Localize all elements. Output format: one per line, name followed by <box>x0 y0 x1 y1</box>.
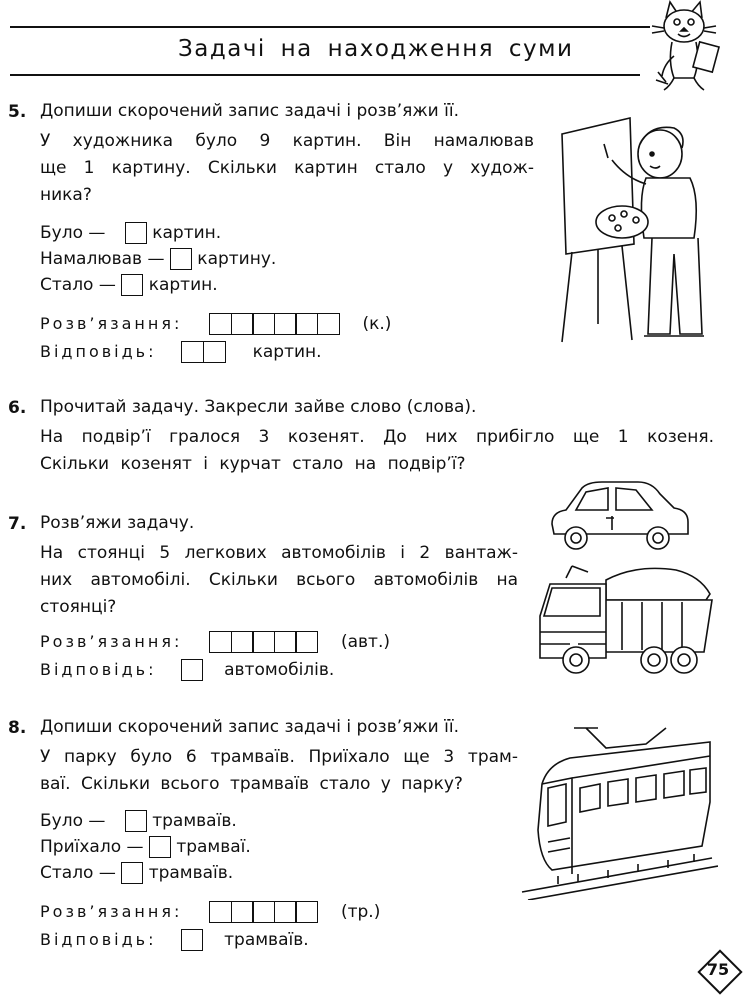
tram-illustration <box>518 724 718 900</box>
task-5-note-1 <box>40 220 221 247</box>
solution-cells[interactable] <box>209 631 318 653</box>
answer-box[interactable] <box>125 810 147 832</box>
task-7-solution-row <box>40 628 390 656</box>
task-8-answer-row <box>40 926 309 954</box>
task-6-story-line: На подвір’ї гралося 3 козенят. До них прибігло ще 1 козеня. <box>40 427 714 447</box>
task-5-solution-row <box>40 310 391 338</box>
solution-cells[interactable] <box>209 901 318 923</box>
task-5-story-line: ще 1 картину. Скільки картин стало у худож- <box>40 158 534 178</box>
note-label: Приїхало — <box>40 837 144 857</box>
answer-box[interactable] <box>181 929 203 951</box>
task-6-number: 6. <box>8 398 27 418</box>
answer-box[interactable] <box>149 836 171 858</box>
note-label: Було — <box>40 223 106 243</box>
task-6-instruction: Прочитай задачу. Закресли зайве слово (слова). <box>40 397 477 417</box>
note-label: Стало — <box>40 863 116 883</box>
task-5-story <box>40 128 534 209</box>
note-unit: картин. <box>152 223 222 243</box>
page-number-badge <box>698 950 738 990</box>
task-8-number: 8. <box>8 718 27 738</box>
task-6-story <box>40 424 714 478</box>
answer-unit: картин. <box>252 342 322 362</box>
task-7-number: 7. <box>8 514 27 534</box>
task-5-note-3 <box>40 272 218 299</box>
answer-box[interactable] <box>121 862 143 884</box>
task-8-note-1 <box>40 808 237 835</box>
solution-unit: (тр.) <box>340 902 381 922</box>
dump-truck-illustration <box>536 562 714 686</box>
task-8-story <box>40 744 518 798</box>
task-5-note-2 <box>40 246 276 273</box>
task-5-answer-row <box>40 338 322 366</box>
page-number: 75 <box>706 960 730 979</box>
task-7-story-line: них автомобілі. Скільки всього автомобілів на <box>40 570 518 590</box>
answer-box[interactable] <box>170 248 192 270</box>
answer-box[interactable] <box>181 659 203 681</box>
task-8-story-line: У парку було 6 трамваїв. Приїхало ще 3 трам- <box>40 747 518 767</box>
task-8-instruction: Допиши скорочений запис задачі і розв’яжи її. <box>40 717 459 737</box>
task-8-note-2 <box>40 834 251 861</box>
note-unit: картин. <box>148 275 218 295</box>
car-illustration <box>546 478 692 558</box>
answer-unit: автомобілів. <box>224 660 335 680</box>
answer-label: Відповідь: <box>40 342 157 361</box>
note-unit: трамваї. <box>176 837 251 857</box>
page-title: Задачі на находження суми <box>178 36 574 62</box>
answer-label: Відповідь: <box>40 930 157 949</box>
header-rule-top <box>10 26 650 28</box>
task-7-answer-row <box>40 656 334 684</box>
task-7-story-line: стоянці? <box>40 597 117 617</box>
task-8-note-3 <box>40 860 233 887</box>
task-8-story-line: ваї. Скільки всього трамваїв стало у парку? <box>40 774 463 794</box>
note-unit: трамваїв. <box>152 811 237 831</box>
note-unit: трамваїв. <box>148 863 234 883</box>
task-5-instruction: Допиши скорочений запис задачі і розв’яжи її. <box>40 101 459 121</box>
task-7-story-line: На стоянці 5 легкових автомобілів і 2 вантаж- <box>40 543 518 563</box>
task-7-story <box>40 540 518 621</box>
answer-cells[interactable] <box>181 341 226 363</box>
answer-box[interactable] <box>121 274 143 296</box>
task-7-instruction: Розв’яжи задачу. <box>40 513 195 533</box>
task-8-solution-row <box>40 898 380 926</box>
cat-mascot-icon <box>644 0 724 95</box>
task-5-story-line: У художника було 9 картин. Він намалював <box>40 131 534 151</box>
solution-cells[interactable] <box>209 313 340 335</box>
note-unit: картину. <box>197 249 277 269</box>
painter-boy-illustration <box>552 104 712 344</box>
header-rule-bottom <box>10 74 640 76</box>
solution-label: Розв’язання: <box>40 902 183 921</box>
answer-label: Відповідь: <box>40 660 157 679</box>
answer-unit: трамваїв. <box>224 930 309 950</box>
answer-box[interactable] <box>125 222 147 244</box>
solution-unit: (к.) <box>362 314 392 334</box>
task-5-story-line: ника? <box>40 185 92 205</box>
note-label: Намалював — <box>40 249 165 269</box>
note-label: Стало — <box>40 275 116 295</box>
task-5-number: 5. <box>8 102 27 122</box>
solution-label: Розв’язання: <box>40 632 183 651</box>
note-label: Було — <box>40 811 106 831</box>
solution-unit: (авт.) <box>340 632 390 652</box>
task-6-story-line: Скільки козенят і курчат стало на подвір’ї? <box>40 454 466 474</box>
solution-label: Розв’язання: <box>40 314 183 333</box>
